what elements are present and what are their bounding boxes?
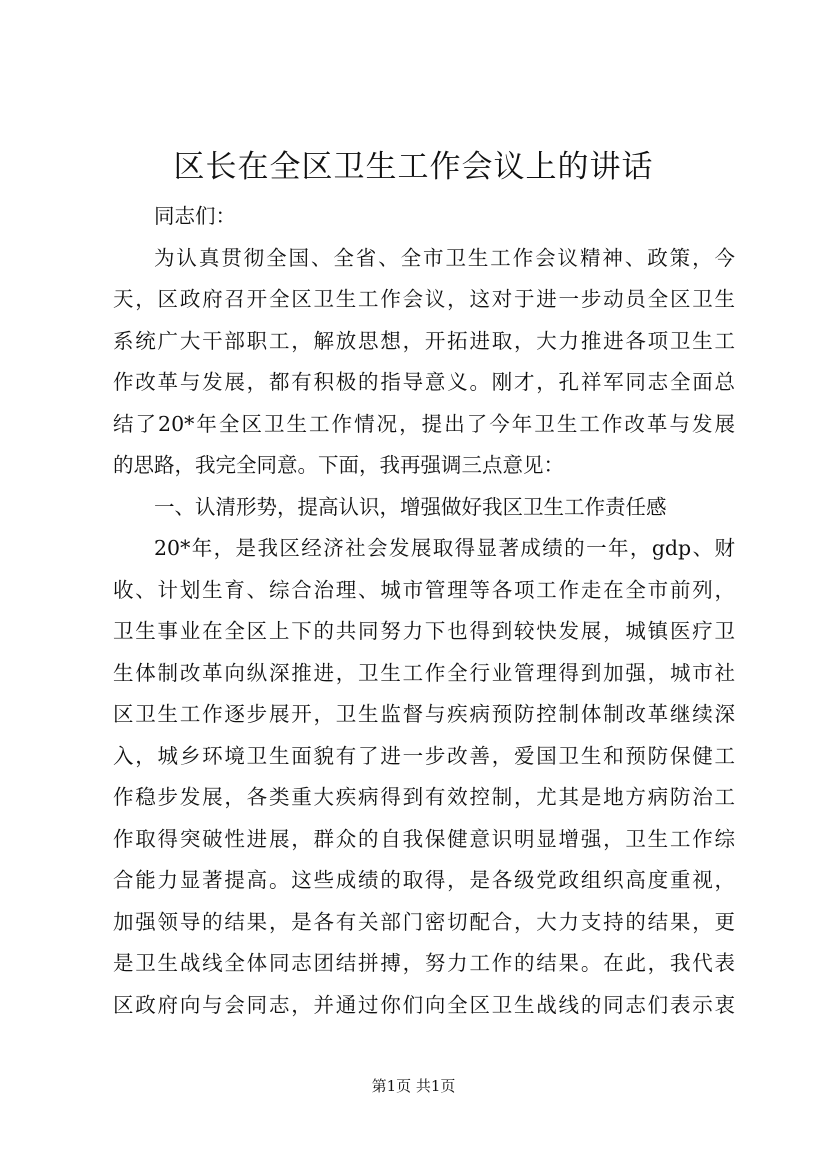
text-line: 生体制改革向纵深推进，卫生工作全行业管理得到加强，城市社: [113, 660, 735, 685]
text-line: 的思路，我完全同意。下面，我再强调三点意见：: [113, 453, 564, 477]
text-line: 系统广大干部职工，解放思想，开拓进取，大力推进各项卫生工: [113, 328, 735, 353]
text-line: 收、计划生育、综合治理、城市管理等各项工作走在全市前列，: [113, 577, 735, 602]
text-line: 一、认清形势，提高认识，增强做好我区卫生工作责任感: [154, 494, 667, 519]
text-line: 区政府向与会同志，并通过你们向全区卫生战线的同志们表示衷: [113, 992, 735, 1017]
text-line: 加强领导的结果，是各有关部门密切配合，大力支持的结果，更: [113, 909, 735, 934]
text-line: 作稳步发展，各类重大疾病得到有效控制，尤其是地方病防治工: [113, 785, 735, 809]
text-line: 入，城乡环境卫生面貌有了进一步改善，爱国卫生和预防保健工: [113, 743, 735, 768]
page-footer: 第1页 共1页: [371, 1077, 456, 1095]
document-title: 区长在全区卫生工作会议上的讲话: [173, 149, 654, 185]
document-body: [113, 196, 735, 1026]
text-line: 20*年，是我区经济社会发展取得显著成绩的一年，gdp、财: [154, 536, 735, 560]
text-line: 同志们：: [154, 204, 236, 228]
text-line: 天，区政府召开全区卫生工作会议，这对于进一步动员全区卫生: [113, 287, 735, 311]
text-line: 区卫生工作逐步展开，卫生监督与疾病预防控制体制改革继续深: [113, 702, 735, 726]
text-line: 作取得突破性进展，群众的自我保健意识明显增强，卫生工作综: [113, 826, 735, 851]
text-line: 为认真贯彻全国、全省、全市卫生工作会议精神、政策，今: [154, 245, 735, 270]
text-line: 结了20*年全区卫生工作情况，提出了今年卫生工作改革与发展: [113, 411, 735, 436]
text-line: 作改革与发展，都有积极的指导意义。刚才，孔祥军同志全面总: [113, 370, 735, 394]
text-line: 合能力显著提高。这些成绩的取得，是各级党政组织高度重视，: [113, 868, 735, 892]
text-line: 卫生事业在全区上下的共同努力下也得到较快发展，城镇医疗卫: [113, 619, 735, 643]
text-line: 是卫生战线全体同志团结拼搏，努力工作的结果。在此，我代表: [113, 951, 735, 975]
